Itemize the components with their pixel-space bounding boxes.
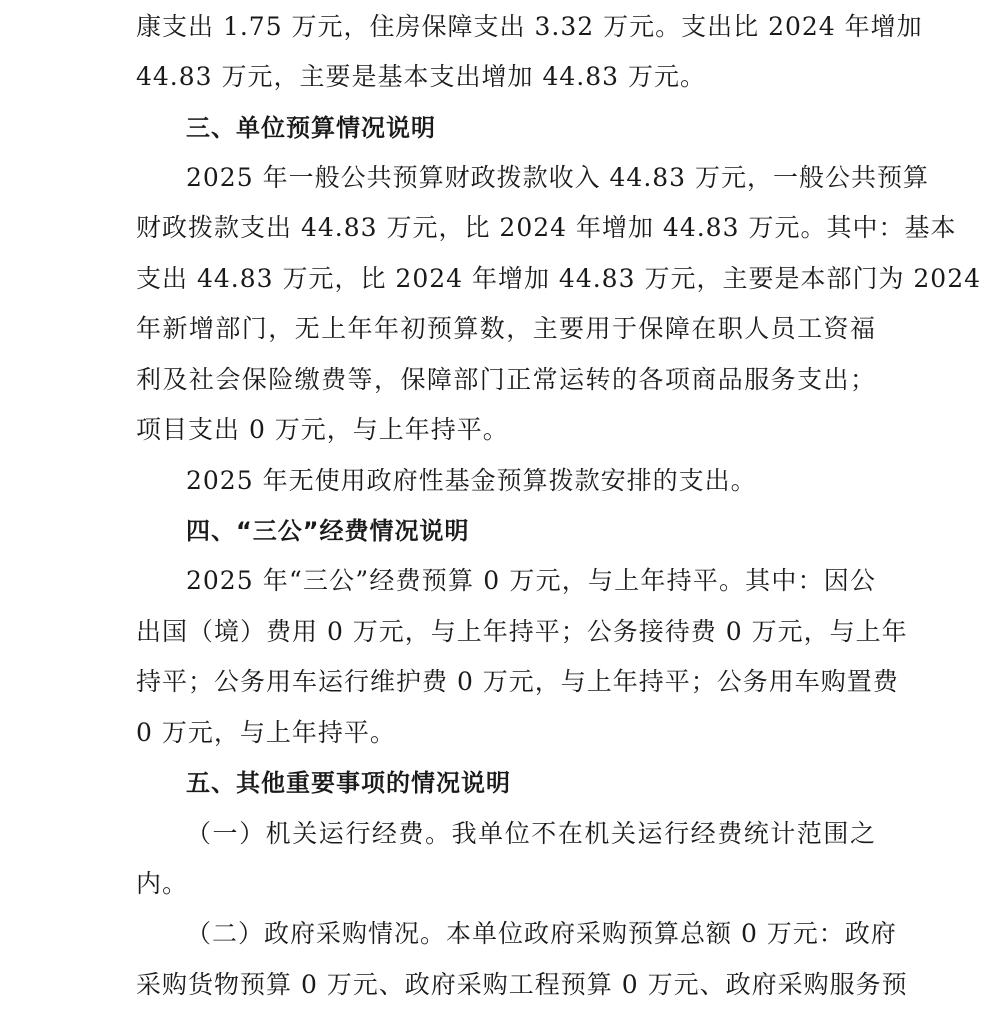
section-heading-4: 四、“三公”经费情况说明 (186, 517, 470, 545)
body-text-line: 项目支出 0 万元，与上年持平。 (136, 415, 509, 444)
body-text-line: 2025 年一般公共预算财政拨款收入 44.83 万元，一般公共预算 (186, 163, 930, 192)
section-heading-5: 五、其他重要事项的情况说明 (186, 769, 511, 797)
body-text-line: 康支出 1.75 万元，住房保障支出 3.32 万元。支出比 2024 年增加 (136, 12, 923, 41)
section-heading-3: 三、单位预算情况说明 (186, 114, 436, 142)
body-text-line: 2025 年“三公”经费预算 0 万元，与上年持平。其中：因公 (186, 566, 876, 595)
body-text-line: （一）机关运行经费。我单位不在机关运行经费统计范围之 (186, 819, 876, 848)
body-text-line: 财政拨款支出 44.83 万元，比 2024 年增加 44.83 万元。其中：基本 (136, 213, 957, 242)
body-text-line: 出国（境）费用 0 万元，与上年持平；公务接待费 0 万元，与上年 (136, 617, 908, 646)
body-text-line: 利及社会保险缴费等，保障部门正常运转的各项商品服务支出； (136, 365, 876, 394)
body-text-line: 内。 (136, 869, 189, 898)
body-text-line: 支出 44.83 万元，比 2024 年增加 44.83 万元，主要是本部门为 2024 (136, 264, 982, 293)
body-text-line: （二）政府采购情况。本单位政府采购预算总额 0 万元：政府 (186, 919, 897, 948)
body-text-line: 采购货物预算 0 万元、政府采购工程预算 0 万元、政府采购服务预 (136, 970, 908, 999)
body-text-line: 持平；公务用车运行维护费 0 万元，与上年持平；公务用车购置费 (136, 667, 899, 696)
body-text-line: 2025 年无使用政府性基金预算拨款安排的支出。 (186, 466, 757, 495)
body-text-line: 年新增部门，无上年年初预算数，主要用于保障在职人员工资福 (136, 314, 876, 343)
body-text-line: 44.83 万元，主要是基本支出增加 44.83 万元。 (136, 62, 706, 91)
body-text-line: 0 万元，与上年持平。 (136, 718, 396, 747)
